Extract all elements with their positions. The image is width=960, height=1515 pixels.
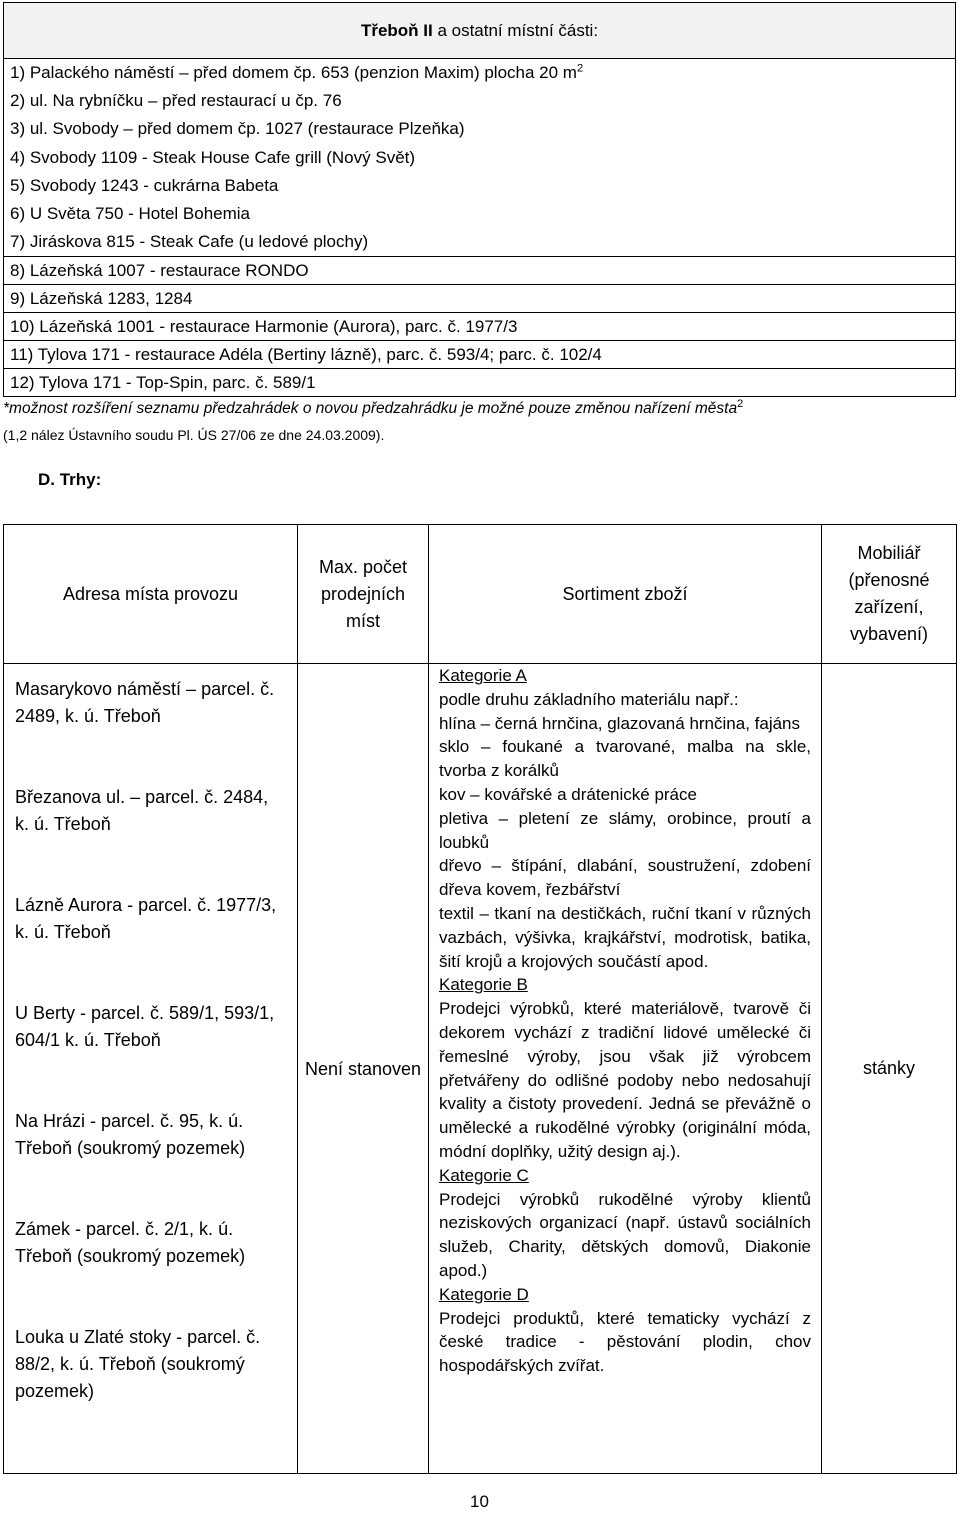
front-gardens-table (3, 2, 956, 397)
category-text: podle druhu základního materiálu např.: (439, 689, 739, 709)
list-item: 2) ul. Na rybníčku – před restaurací u čp. 76 (10, 91, 342, 111)
front-gardens-block (4, 59, 956, 257)
address-item: Lázně Aurora - parcel. č. 1977/3, k. ú. Třeboň (15, 895, 277, 942)
list-item: 3) ul. Svobody – před domem čp. 1027 (restaurace Plzeňka) (10, 119, 465, 139)
markets-table (3, 524, 957, 1474)
list-item: 11) Tylova 171 - restaurace Adéla (Bertiny lázně), parc. č. 593/4; parc. č. 102/4 (4, 341, 956, 369)
category-text: dřevo – štípání, dlabání, soustružení, zdobení dřeva kovem, řezbářství (439, 856, 811, 900)
furniture-cell: stánky (822, 664, 957, 1474)
category-label: Kategorie C (439, 1165, 529, 1185)
list-item: 5) Svobody 1243 - cukrárna Babeta (10, 175, 279, 195)
category-label: Kategorie A (439, 666, 527, 685)
header-address: Adresa místa provozu (4, 525, 298, 664)
list-item: 9) Lázeňská 1283, 1284 (4, 285, 956, 313)
section-title: D. Trhy: (38, 470, 102, 489)
category-text: textil – tkaní na destičkách, ruční tkaní v různých vazbách, výšivka, krajkářství, modrotisk, batika, šití krojů a krojových součástí apod. (439, 903, 811, 971)
list-item: 7) Jiráskova 815 - Steak Cafe (u ledové plochy) (10, 232, 369, 252)
header-count: Max. počet prodejních míst (298, 525, 429, 664)
list-item: 8) Lázeňská 1007 - restaurace RONDO (4, 257, 956, 285)
category-text: sklo – foukané a tvarované, malba na skle, tvorba z korálků (439, 737, 811, 781)
category-label: Kategorie D (439, 1284, 529, 1304)
footnote-extension: *možnost rozšíření seznamu předzahrádek o novou předzahrádku je možné pouze změnou nařízení města$^2$ (3, 397, 744, 417)
heading-rest: a ostatní místní části: (432, 21, 599, 40)
page-number: 10 (470, 1492, 489, 1511)
list-item: 4) Svobody 1109 - Steak House Cafe grill (Nový Svět) (10, 147, 416, 167)
header-assortment: Sortiment zboží (429, 525, 822, 664)
category-text: Prodejci produktů, které tematicky vychází z české tradice - pěstování plodin, chov hospodářských zvířat. (439, 1308, 811, 1376)
category-text: hlína – černá hrnčina, glazovaná hrnčina, fajáns (439, 713, 801, 733)
category-text: pletiva – pletení ze slámy, orobince, proutí a loubků (439, 808, 811, 852)
header-furniture: Mobiliář (přenosné zařízení, vybavení) (822, 525, 957, 664)
front-gardens-heading (4, 3, 956, 59)
address-item: Na Hrázi - parcel. č. 95, k. ú. Třeboň (soukromý pozemek) (15, 1111, 246, 1158)
count-cell: Není stanoven (298, 664, 429, 1474)
heading-bold: Třeboň II (360, 21, 433, 40)
assortment-cell (429, 664, 822, 1474)
list-item: 1) Palackého náměstí – před domem čp. 653 (penzion Maxim) plocha 20 $m^2$ (10, 62, 584, 82)
list-item: 6) U Světa 750 - Hotel Bohemia (10, 204, 251, 224)
list-item: 12) Tylova 171 - Top-Spin, parc. č. 589/1 (4, 369, 956, 397)
list-item: 10) Lázeňská 1001 - restaurace Harmonie (Aurora), parc. č. 1977/3 (4, 313, 956, 341)
category-text: Prodejci výrobků rukodělné výroby klientů neziskových organizací (např. ústavů sociálních služeb, Charity, dětských domovů, Diakonie apod.) (439, 1189, 811, 1280)
footnote-legal: (1,2 nález Ústavního soudu Pl. ÚS 27/06 ze dne 24.03.2009). (3, 427, 385, 443)
category-text: kov – kovářské a drátenické práce (439, 784, 697, 804)
category-text: Prodejci výrobků, které materiálově, tvarově či dekorem vychází z tradiční lidové umělecké či řemeslné výroby, jsou však již výrobcem přetvářeny do odlišné podoby nebo nedosahují kvality a čistoty provedení. Jedná se převážně o umělecké a rukodělné výrobky (originální móda, módní doplňky, užitý design aj.). (439, 999, 811, 1161)
address-item: Březanova ul. – parcel. č. 2484, k. ú. Třeboň (15, 787, 269, 834)
address-item: Masarykovo náměstí – parcel. č. 2489, k. ú. Třeboň (15, 679, 275, 726)
superscript: 2 (576, 62, 584, 75)
address-item: U Berty - parcel. č. 589/1, 593/1, 604/1 k. ú. Třeboň (15, 1003, 275, 1050)
category-label: Kategorie B (439, 975, 528, 995)
address-item: Louka u Zlaté stoky - parcel. č. 88/2, k. ú. Třeboň (soukromý pozemek) (15, 1327, 261, 1401)
address-item: Zámek - parcel. č. 2/1, k. ú. Třeboň (soukromý pozemek) (15, 1219, 246, 1266)
address-cell (4, 664, 298, 1474)
